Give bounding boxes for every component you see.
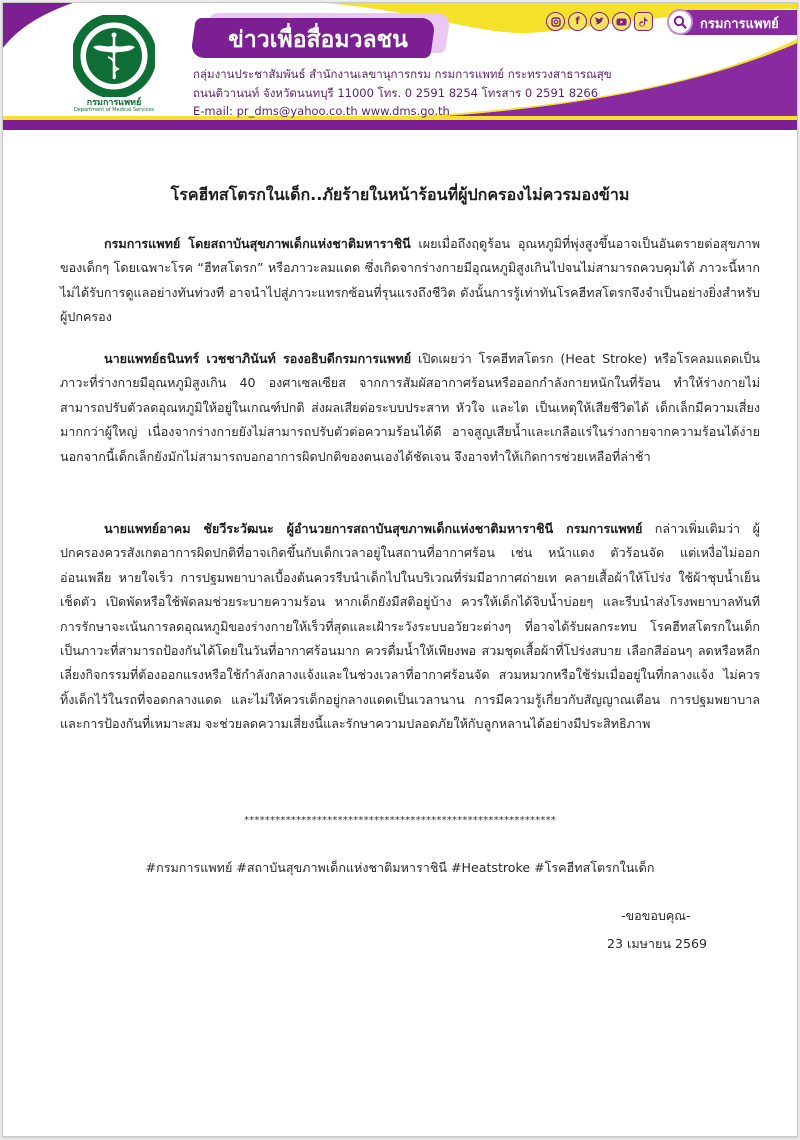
paragraph-1-lead: กรมการแพทย์ โดยสถาบันสุขภาพเด็กแห่งชาติมหาราชินี xyxy=(104,236,411,251)
contact-email-web: E-mail: pr_dms@yahoo.co.th www.dms.go.th xyxy=(193,104,450,118)
closing-thanks: -ขอขอบคุณ- xyxy=(621,908,691,923)
press-release-page xyxy=(2,2,798,1137)
publish-date: 23 เมษายน 2569 xyxy=(607,936,708,951)
search-button[interactable] xyxy=(667,9,693,35)
search-label: กรมการแพทย์ xyxy=(700,17,779,32)
social-icons xyxy=(546,12,653,31)
paragraph-2-body: เปิดเผยว่า โรคฮีทสโตรก (Heat Stroke) หรือโรคลมแดดเป็นภาวะที่ร่างกายมีอุณหภูมิสูงเกิน 40 องศาเซลเซียส จากการสัมผัสอากาศร้อนหรือออกกำลังกายหนักในที่ร้อน ทำให้ร่างกายไม่สามารถปรับตัวลดอุณหภูมิให้อยู่ในเกณฑ์ปกติ ส่งผลเสียต่อระบบประสาท หัวใจ และไต เป็นเหตุให้เสียชีวิตได้ เด็กเล็กมีความเสี่ยงมากกว่าผู้ใหญ่ เนื่องจากร่างกายยังไม่สามารถปรับตัวต่อความร้อนได้ดี อาจสูญเสียน้ำและเกลือแร่ในร่างกายจากความร้อนได้ง่าย นอกจากนี้เด็กเล็กยังมักไม่สามารถบอกอาการผิดปกติของตนเองได้ชัดเจน จึงอาจทำให้เกิดการช่วยเหลือที่ล่าช้า xyxy=(60,351,760,464)
contact-department: กลุ่มงานประชาสัมพันธ์ สำนักงานเลขานุการกรม กรมการแพทย์ กระทรวงสาธารณสุข xyxy=(193,67,612,81)
logo-org-thai: กรมการแพทย์ xyxy=(86,98,142,108)
separator-line: ************************************************************ xyxy=(244,815,556,826)
paragraph-1 xyxy=(60,232,760,330)
twitter-icon[interactable] xyxy=(590,12,609,31)
paragraph-3 xyxy=(60,517,760,737)
banner-title: ข่าวเพื่อสื่อมวลชน xyxy=(228,27,408,53)
youtube-icon[interactable] xyxy=(612,12,631,31)
tiktok-icon[interactable] xyxy=(634,12,653,31)
article-title: โรคฮีทสโตรกในเด็ก..ภัยร้ายในหน้าร้อนที่ผู้ปกครองไม่ควรมองข้าม xyxy=(170,185,630,204)
ministry-logo xyxy=(73,15,155,97)
logo-org-english: Department of Medical Services xyxy=(73,107,155,113)
paragraph-3-body: กล่าวเพิ่มเติมว่า ผู้ปกครองควรสังเกตอาการผิดปกติที่อาจเกิดขึ้นกับเด็กเวลาอยู่ในสถานที่อากาศร้อน เช่น หน้าแดง ตัวร้อนจัด แต่เหงื่อไม่ออก อ่อนเพลีย หายใจเร็ว การปฐมพยาบาลเบื้องต้นควรรีบนำเด็กไปในบริเวณที่ร่มมีอากาศถ่ายเท คลายเสื้อผ้าให้โปร่ง ใช้ผ้าชุบน้ำเย็นเช็ดตัว เปิดพัดหรือใช้พัดลมช่วยระบายความร้อน หากเด็กยังมีสติอยู่บ้าง ควรให้เด็กได้จิบน้ำบ่อยๆ และรีบนำส่งโรงพยาบาลทันที การรักษาจะเน้นการลดอุณหภูมิของร่างกายให้เร็วที่สุดและเฝ้าระวังระบบอวัยวะต่างๆ ที่อาจได้รับผลกระทบ โรคฮีทสโตรกในเด็กเป็นภาวะที่สามารถป้องกันได้โดยในวันที่อากาศร้อนมาก ควรดื่มน้ำให้เพียงพอ สวมชุดเสื้อผ้าที่โปร่งสบาย เลือกสีอ่อนๆ ลดหรือหลีกเลี่ยงกิจกรรมที่ต้องออกแรงหรือใช้กำลังกลางแจ้งและในช่วงเวลาที่อากาศร้อนจัด สวมหมวกหรือใช้ร่มเมื่ออยู่ในที่กลางแจ้ง ไม่ควรทิ้งเด็กไว้ในรถที่จอดกลางแดด และไม่ให้ควรเด็กอยู่กลางแดดเป็นเวลานาน การมีความรู้เกี่ยวกับสัญญาณเตือน การปฐมพยาบาลและการป้องกันที่เหมาะสม จะช่วยลดความเสี่ยงนี้และรักษาความปลอดภัยให้กับลูกหลานได้อย่างมีประสิทธิภาพ xyxy=(60,521,760,732)
instagram-icon[interactable] xyxy=(546,12,565,31)
contact-address-phone: ถนนติวานนท์ จังหวัดนนทบุรี 11000 โทร. 0 2591 8254 โทรสาร 0 2591 8266 xyxy=(193,86,599,100)
paragraph-2 xyxy=(60,347,760,469)
hashtags: #กรมการแพทย์ #สถาบันสุขภาพเด็กแห่งชาติมหาราชินี #Heatstroke #โรคฮีทสโตรกในเด็ก xyxy=(145,860,655,875)
facebook-icon[interactable]: f xyxy=(568,12,587,31)
caduceus-emblem-icon xyxy=(73,15,155,97)
paragraph-1-body: เผยเมื่อถึงฤดูร้อน อุณหภูมิที่พุ่งสูงขึ้นอาจเป็นอันตรายต่อสุขภาพของเด็กๆ โดยเฉพาะโรค “ฮีทสโตรก” หรือภาวะลมแดด ซึ่งเกิดจากร่างกายมีอุณหภูมิสูงเกินไปจนไม่สามารถควบคุมได้ ภาวะนี้หากไม่ได้รับการดูแลอย่างทันท่วงที อาจนำไปสู่ภาวะแทรกซ้อนที่รุนแรงถึงชีวิต ดังนั้นการรู้เท่าทันโรคฮีทสโตรกจึงจำเป็นอย่างยิ่งสำหรับผู้ปกครอง xyxy=(60,236,760,325)
paragraph-2-lead: นายแพทย์ธนินทร์ เวชชาภินันท์ รองอธิบดีกรมการแพทย์ xyxy=(104,351,412,366)
search-icon xyxy=(673,15,687,29)
paragraph-3-lead: นายแพทย์อาคม ชัยวีระวัฒนะ ผู้อำนวยการสถาบันสุขภาพเด็กแห่งชาติมหาราชินี กรมการแพทย์ xyxy=(104,521,643,536)
header-banner xyxy=(3,3,797,133)
